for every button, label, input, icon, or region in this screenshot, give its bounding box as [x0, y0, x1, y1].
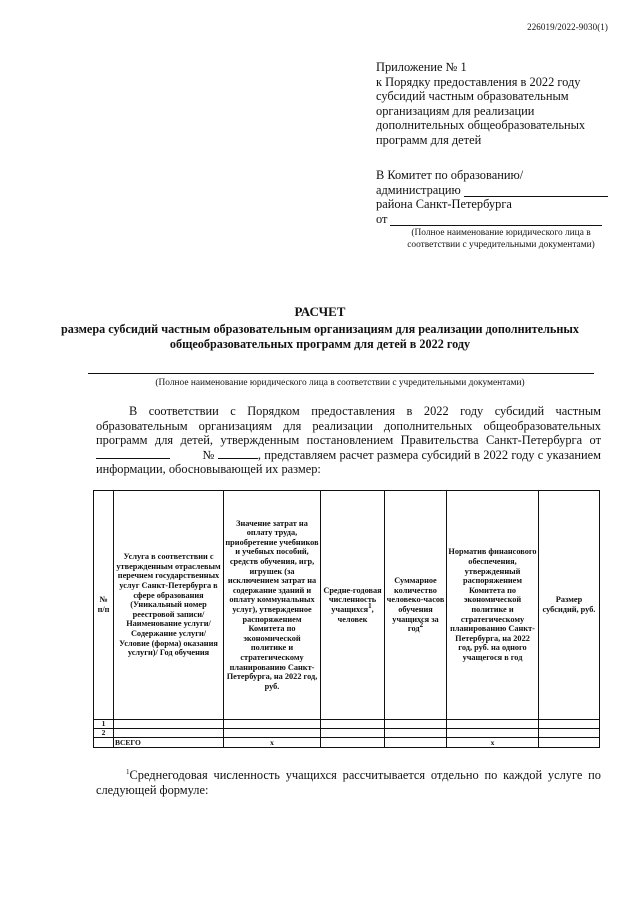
- appendix-line: дополнительных общеобразовательных: [376, 118, 586, 133]
- appendix-line: программ для детей: [376, 132, 482, 147]
- cell[interactable]: [385, 720, 447, 729]
- addressee-block: [376, 168, 616, 251]
- cell[interactable]: [321, 720, 385, 729]
- header-num: № п/п: [94, 491, 114, 720]
- appendix-line: к Порядку предоставления в 2022 году: [376, 74, 581, 89]
- org-name-note: (Полное наименование юридического лица в соответствии с учредительными документами): [155, 378, 525, 388]
- from-label: от: [376, 211, 388, 226]
- footnote: [96, 768, 601, 798]
- from-blank-line[interactable]: [390, 214, 602, 226]
- header-avg-unit: , человек: [337, 605, 374, 624]
- header-hours-text: Суммарное количество человеко-часов обучения учащихся за год: [386, 576, 445, 634]
- table-total-row: [94, 738, 600, 748]
- addressee-line-admin: [376, 183, 616, 198]
- cell[interactable]: [385, 729, 447, 738]
- cell[interactable]: [539, 738, 600, 748]
- appendix-line: Приложение № 1: [376, 60, 467, 74]
- cell[interactable]: [539, 729, 600, 738]
- addressee-line: В Комитет по образованию/: [376, 168, 524, 182]
- header-service: Услуга в соответствии с утвержденным отраслевым перечнем государственных услуг Санкт-Петербурга в сфере образования (Уникальный номер реестровой записи/Наименование услуги/ Содержание услуги/ Условие (форма) оказания услуги)/ Год обучения: [114, 491, 224, 720]
- addressee-line: района Санкт-Петербурга: [376, 197, 512, 212]
- appendix-block: [376, 60, 616, 148]
- total-label: ВСЕГО: [114, 738, 224, 748]
- footnote-ref-1: 1: [368, 602, 372, 611]
- table-header-row: [94, 491, 600, 720]
- footnote-marker: 1: [126, 767, 130, 776]
- cell[interactable]: [385, 738, 447, 748]
- intro-text-1: В соответствии с Порядком предоставления в 2022 году субсидий частным образовательным организациям для реализации дополнительных общеобразовательных программ для детей, утвержденным постановлением Правительства Санкт-Петербурга от: [96, 404, 601, 448]
- addressee-admin-label: администрацию: [376, 182, 461, 197]
- row-num: 2: [94, 729, 114, 738]
- cell: [94, 738, 114, 748]
- document-number: 226019/2022-9030(1): [527, 22, 608, 32]
- header-cost: Значение затрат на оплату труда, приобретение учебников и учебных пособий, средств обучения, игр, игрушек (за исключением затрат на содержание зданий и оплату коммунальных услуг), утвержденное распоряжением Комитета по экономической политике и стратегическому планированию Санкт-Петербурга, на 2022 год, руб.: [224, 491, 321, 720]
- total-cost-mark: x: [224, 738, 321, 748]
- footnote-ref-2: 2: [419, 621, 424, 630]
- intro-text-3: , представляем расчет размера субсидий в 2022 году с указанием информации, обосновывающей их размер:: [96, 447, 601, 477]
- header-avg-text: Средне-годовая численность учащихся: [323, 585, 382, 614]
- appendix-line: субсидий частным образовательным: [376, 89, 569, 104]
- header-hours: [385, 491, 447, 720]
- cell[interactable]: [224, 729, 321, 738]
- calculation-table: [93, 490, 600, 748]
- cell[interactable]: [224, 720, 321, 729]
- total-norm-mark: x: [447, 738, 539, 748]
- footnote-text: Среднегодовая численность учащихся рассчитывается отдельно по каждой услуге по следующей формуле:: [96, 768, 601, 797]
- addressee-line-from: [376, 212, 616, 227]
- header-avg-count: [321, 491, 385, 720]
- cell[interactable]: [539, 720, 600, 729]
- date-blank[interactable]: [96, 448, 170, 459]
- district-blank-line[interactable]: [464, 185, 608, 197]
- cell[interactable]: [321, 729, 385, 738]
- intro-paragraph: [96, 404, 601, 477]
- cell[interactable]: [321, 738, 385, 748]
- header-norm: Норматив финансового обеспечения, утвержденный распоряжением Комитета по экономической политике и стратегическому планированию Санкт-Петербурга, на 2022 год, руб. на одного учащегося в год: [447, 491, 539, 720]
- org-name-blank-line[interactable]: [88, 373, 594, 374]
- title-main: РАСЧЕТ: [294, 304, 346, 319]
- appendix-line: организациям для реализации: [376, 103, 535, 118]
- cell[interactable]: [447, 729, 539, 738]
- number-sign: №: [202, 447, 215, 462]
- addressee-note: (Полное наименование юридического лица в соответствии с учредительными документами): [407, 228, 595, 250]
- cell[interactable]: [114, 729, 224, 738]
- row-num: 1: [94, 720, 114, 729]
- document-title: [40, 304, 600, 353]
- cell[interactable]: [447, 720, 539, 729]
- cell[interactable]: [114, 720, 224, 729]
- table-row: [94, 729, 600, 738]
- table-row: [94, 720, 600, 729]
- title-sub: размера субсидий частным образовательным организациям для реализации дополнительных общеобразовательных программ для детей в 2022 году: [61, 322, 579, 352]
- resolution-number-blank[interactable]: [218, 448, 258, 459]
- header-size: Размер субсидий, руб.: [539, 491, 600, 720]
